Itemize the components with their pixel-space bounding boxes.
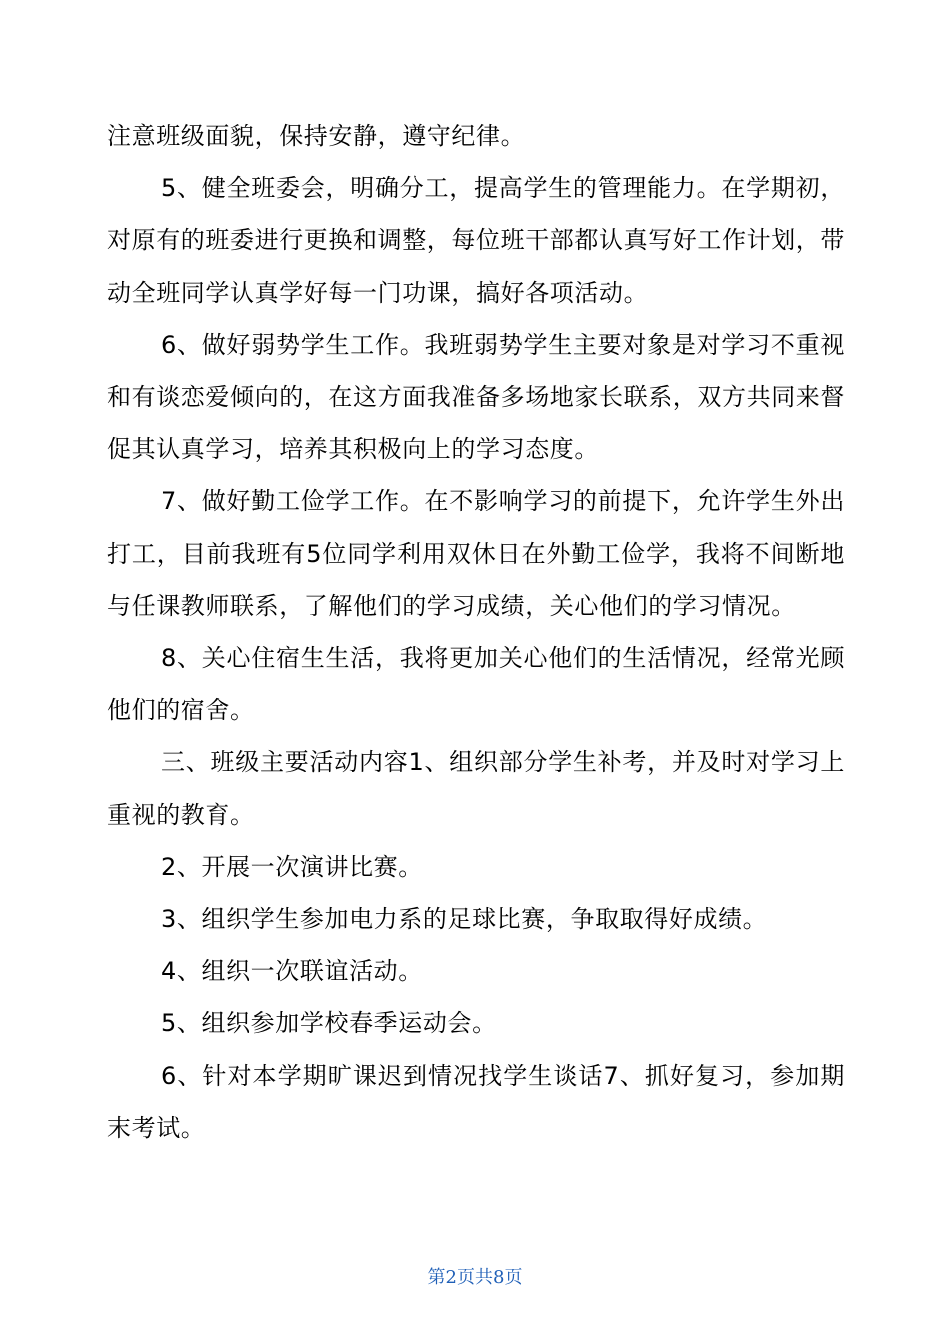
paragraph-activity-5: 5、组织参加学校春季运动会。 bbox=[161, 1009, 497, 1038]
paragraph-item-8: 8、关心住宿生生活，我将更加关心他们的生活情况，经常光顾他们的宿舍。 bbox=[107, 644, 845, 725]
paragraph-item-5: 5、健全班委会，明确分工，提高学生的管理能力。在学期初，对原有的班委进行更换和调整，每位班干部都认真写好工作计划，带动全班同学认真学好每一门功课，搞好各项活动。 bbox=[107, 174, 845, 307]
paragraph-activity-3: 3、组织学生参加电力系的足球比赛，争取取得好成绩。 bbox=[161, 905, 768, 934]
paragraph-continuation: 注意班级面貌，保持安静，遵守纪律。 bbox=[107, 122, 526, 150]
paragraph-activity-6: 6、针对本学期旷课迟到情况找学生谈话7、抓好复习，参加期末考试。 bbox=[107, 1061, 845, 1142]
paragraph-item-7: 7、做好勤工俭学工作。在不影响学习的前提下，允许学生外出打工，目前我班有5位同学利用双休日在外勤工俭学，我将不间断地与任课教师联系，了解他们的学习成绩，关心他们的学习情况。 bbox=[107, 487, 845, 620]
page-number-footer: 第2页共8页 bbox=[427, 1267, 523, 1288]
paragraph-item-6: 6、做好弱势学生工作。我班弱势学生主要对象是对学习不重视和有谈恋爱倾向的，在这方面我准备多场地家长联系，双方共同来督促其认真学习，培养其积极向上的学习态度。 bbox=[107, 330, 845, 464]
document-body bbox=[107, 110, 845, 1154]
paragraph-activity-2: 2、开展一次演讲比赛。 bbox=[161, 852, 423, 881]
paragraph-activity-4: 4、组织一次联谊活动。 bbox=[161, 957, 423, 986]
paragraph-section-three: 三、班级主要活动内容1、组织部分学生补考，并及时对学习上重视的教育。 bbox=[107, 748, 845, 829]
